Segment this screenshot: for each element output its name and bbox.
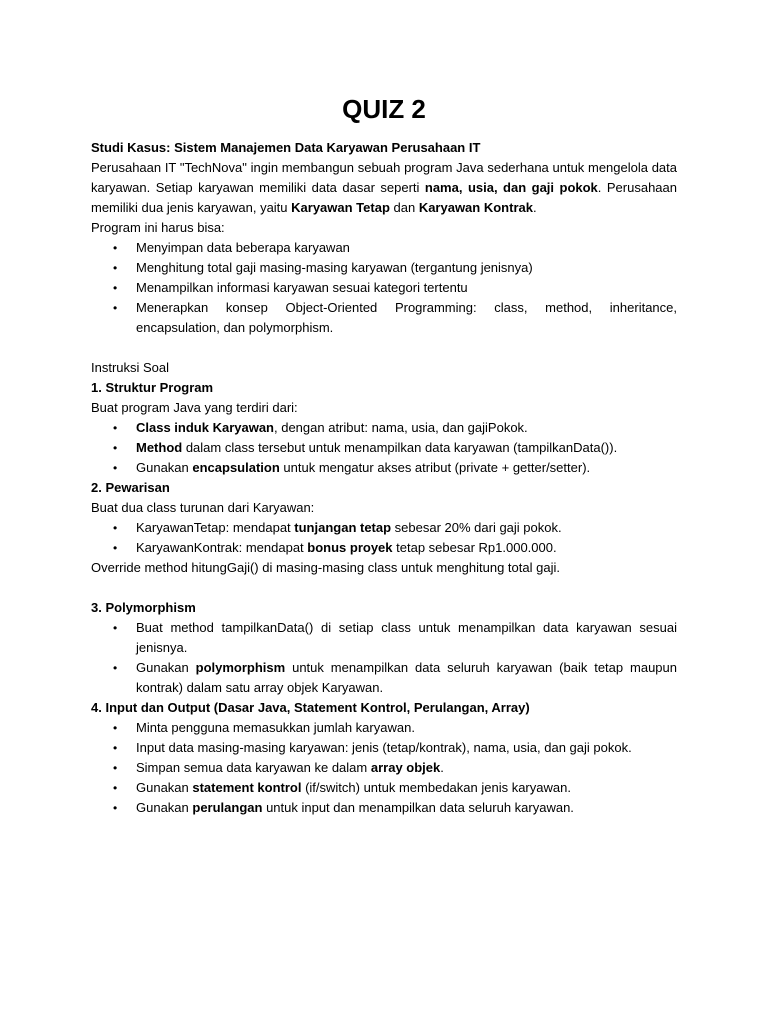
section-3-heading: 3. Polymorphism (91, 600, 196, 615)
bullet-icon: • (113, 621, 118, 635)
bullet-icon: • (113, 541, 118, 555)
list-item: • Menampilkan informasi karyawan sesuai kategori tertentu (91, 278, 677, 298)
list-item: • Menyimpan data beberapa karyawan (91, 238, 677, 258)
list-item: • KaryawanTetap: mendapat tunjangan tetap sebesar 20% dari gaji pokok. (91, 518, 677, 538)
list-item: • Input data masing-masing karyawan: jenis (tetap/kontrak), nama, usia, dan gaji pokok. (91, 738, 677, 758)
bullet-icon: • (113, 661, 118, 675)
list-item: • Class induk Karyawan, dengan atribut: nama, usia, dan gajiPokok. (91, 418, 677, 438)
case-heading: Studi Kasus: Sistem Manajemen Data Karyawan Perusahaan IT (91, 140, 481, 155)
list-item: • Menerapkan konsep Object-Oriented Programming: class, method, inheritance, encapsulation, dan polymorphism. (113, 300, 677, 335)
bullet-icon: • (113, 741, 118, 755)
section-3-list (91, 618, 677, 698)
bullet-icon: • (113, 301, 118, 315)
list-item: • KaryawanKontrak: mendapat bonus proyek tetap sebesar Rp1.000.000. (91, 538, 677, 558)
intro-list (91, 238, 677, 338)
bullet-icon: • (113, 521, 118, 535)
list-item: • Buat method tampilkanData() di setiap class untuk menampilkan data karyawan sesuai jenisnya. (113, 620, 677, 655)
instructions-label: Instruksi Soal (91, 360, 170, 375)
bullet-icon: • (113, 421, 118, 435)
list-item: • Gunakan perulangan untuk input dan menampilkan data seluruh karyawan. (91, 798, 677, 818)
bullet-icon: • (113, 781, 118, 795)
section-2-list (91, 518, 677, 558)
list-item: • Gunakan statement kontrol (if/switch) untuk membedakan jenis karyawan. (91, 778, 677, 798)
list-item: • Gunakan polymorphism untuk menampilkan data seluruh karyawan (baik tetap maupun kontrak) dalam satu array objek Karyawan. (113, 660, 677, 695)
section-1-lead: Buat program Java yang terdiri dari: (91, 400, 298, 415)
bullet-icon: • (113, 281, 118, 295)
intro-lead: Program ini harus bisa: (91, 220, 225, 235)
spacer (91, 578, 677, 598)
intro-paragraph: Perusahaan IT "TechNova" ingin membangun sebuah program Java sederhana untuk mengelola data karyawan. Setiap karyawan memiliki data dasar seperti nama, usia, dan gaji pokok. Perusahaan memiliki dua jenis karyawan, yaitu Karyawan Tetap dan Karyawan Kontrak. (91, 160, 677, 215)
bullet-icon: • (113, 261, 118, 275)
list-item: • Gunakan encapsulation untuk mengatur akses atribut (private + getter/setter). (91, 458, 677, 478)
list-item: • Minta pengguna memasukkan jumlah karyawan. (91, 718, 677, 738)
list-item: • Menghitung total gaji masing-masing karyawan (tergantung jenisnya) (91, 258, 677, 278)
bullet-icon: • (113, 801, 118, 815)
bullet-icon: • (113, 461, 118, 475)
bullet-icon: • (113, 441, 118, 455)
page-title: QUIZ 2 (342, 94, 426, 124)
section-1-heading: 1. Struktur Program (91, 380, 214, 395)
spacer (91, 338, 677, 358)
list-item: • Simpan semua data karyawan ke dalam array objek. (91, 758, 677, 778)
bullet-icon: • (113, 721, 118, 735)
bullet-icon: • (113, 241, 118, 255)
section-2-heading: 2. Pewarisan (91, 480, 170, 495)
section-2-lead: Buat dua class turunan dari Karyawan: (91, 500, 315, 515)
section-2-override: Override method hitungGaji() di masing-masing class untuk menghitung total gaji. (91, 560, 560, 575)
list-item: • Method dalam class tersebut untuk menampilkan data karyawan (tampilkanData()). (91, 438, 677, 458)
bullet-icon: • (113, 761, 118, 775)
section-4-list (91, 718, 677, 818)
section-1-list (91, 418, 677, 478)
section-4-heading: 4. Input dan Output (Dasar Java, Statement Kontrol, Perulangan, Array) (91, 700, 530, 715)
